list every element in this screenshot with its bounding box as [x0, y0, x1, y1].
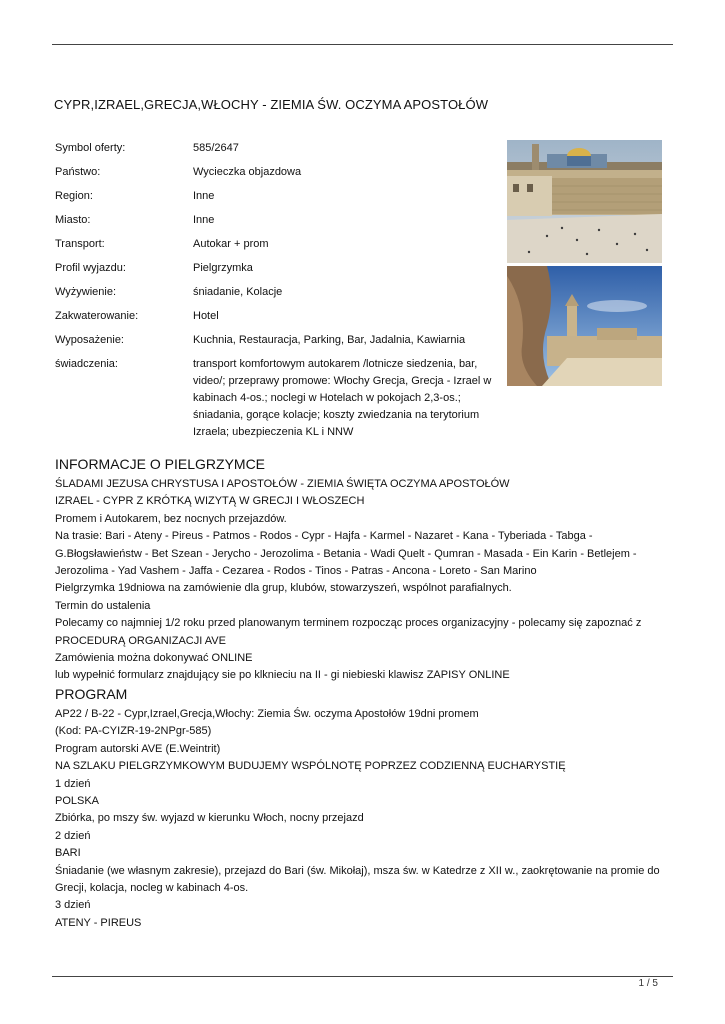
spec-row: [55, 140, 510, 157]
spec-row: [55, 212, 510, 229]
spec-row: [55, 308, 510, 325]
spec-row: [55, 236, 510, 253]
info-line: Promem i Autokarem, bez nocnych przejazdów.: [55, 512, 287, 525]
spec-label: Miasto:: [55, 214, 91, 226]
program-line: (Kod: PA-CYIZR-19-2NPgr-585): [55, 725, 212, 738]
spec-label: Symbol oferty:: [55, 142, 126, 154]
spec-label: Państwo:: [55, 166, 101, 178]
spec-label: Transport:: [55, 238, 105, 250]
spec-value: Inne: [193, 214, 215, 226]
spec-row: [55, 260, 510, 277]
spec-value: Inne: [193, 190, 215, 202]
page-number: 1 / 5: [638, 978, 658, 989]
spec-value: Kuchnia, Restauracja, Parking, Bar, Jadalnia, Kawiarnia: [193, 334, 466, 346]
spec-row: [55, 284, 510, 301]
program-line: Program autorski AVE (E.Weintrit): [55, 742, 221, 755]
info-line: lub wypełnić formularz znajdujący sie po klknieciu na II - gi niebieski klawisz ZAPISY ONLINE: [55, 669, 510, 682]
spec-value: śniadanie, Kolacje: [193, 286, 283, 298]
photo-jerusalem-western-wall: [507, 140, 662, 263]
program-line: 2 dzień: [55, 829, 91, 842]
spec-value: Hotel: [193, 310, 219, 322]
program-line: 3 dzień: [55, 899, 91, 912]
header-rule: [52, 44, 673, 45]
info-line: Jerozolima - Yad Vashem - Jaffa - Cezarea - Rodos - Tinos - Patras - Ancona - Loreto - San Marino: [55, 565, 537, 578]
spec-row: [55, 332, 510, 349]
program-line: Zbiórka, po mszy św. wyjazd w kierunku Włoch, nocny przejazd: [55, 812, 364, 825]
spec-label: świadczenia:: [55, 358, 118, 370]
photo-church-tower: [507, 266, 662, 386]
program-section: [55, 685, 675, 932]
program-line: AP22 / B-22 - Cypr,Izrael,Grecja,Włochy: Ziemia Św. oczyma Apostołów 19dni promem: [55, 708, 479, 720]
program-line: Grecji, kolacja, nocleg w kabinach 4-os.: [55, 882, 249, 895]
info-line: Polecamy co najmniej 1/2 roku przed planowanym terminem rozpocząc proces organizacyjny - polecamy się zapoznać z: [55, 617, 642, 630]
program-line: 1 dzień: [55, 777, 91, 790]
spec-row: [55, 164, 510, 181]
pilgrimage-info-section: [55, 455, 675, 685]
spec-label: Wyżywienie:: [55, 286, 117, 298]
program-line: POLSKA: [55, 795, 100, 808]
program-line: NA SZLAKU PIELGRZYMKOWYM BUDUJEMY WSPÓLNOTĘ POPRZEZ CODZIENNĄ EUCHARYSTIĘ: [55, 760, 566, 773]
info-line: Na trasie: Bari - Ateny - Pireus - Patmos - Rodos - Cypr - Hajfa - Karmel - Nazaret - Kana - Tyberiada - Tabga -: [55, 530, 593, 543]
spec-value: transport komfortowym autokarem /lotnicze siedzenia, bar, video/; przeprawy promowe: Włochy Grecja, Grecja - Izrael w kabinach 4-os.; noclegi w Hotelach w pokojach 2,3-os.; śniadania, gorące kolacje; koszty zwiedzania na terytorium Izraela; ubezpieczenia KL i NNW: [193, 358, 492, 438]
program-heading: PROGRAM: [55, 686, 128, 702]
spec-row: [55, 356, 510, 441]
spec-value: 585/2647: [193, 142, 239, 154]
spec-label: Zakwaterowanie:: [55, 310, 139, 322]
spec-value: Pielgrzymka: [193, 262, 253, 274]
info-line: PROCEDURĄ ORGANIZACJI AVE: [55, 634, 226, 647]
spec-value: Wycieczka objazdowa: [193, 166, 302, 178]
info-line: Zamówienia można dokonywać ONLINE: [55, 652, 253, 665]
info-heading: INFORMACJE O PIELGRZYMCE: [55, 456, 266, 472]
spec-label: Wyposażenie:: [55, 334, 124, 346]
info-line: Termin do ustalenia: [55, 599, 151, 612]
spec-label: Region:: [55, 190, 93, 202]
info-line: ŚLADAMI JEZUSA CHRYSTUSA I APOSTOŁÓW - ZIEMIA ŚWIĘTA OCZYMA APOSTOŁÓW: [55, 478, 510, 490]
offer-details-table: [55, 140, 510, 448]
program-line: BARI: [55, 847, 81, 860]
info-line: IZRAEL - CYPR Z KRÓTKĄ WIZYTĄ W GRECJI I WŁOSZECH: [55, 495, 365, 508]
program-line: ATENY - PIREUS: [55, 916, 142, 929]
program-line: Śniadanie (we własnym zakresie), przejazd do Bari (św. Mikołaj), msza św. w Katedrze z XII w., zaokrętowanie na promie do: [55, 864, 660, 877]
info-line: G.Błogsławieństw - Bet Szean - Jerycho - Jerozolima - Betania - Wadi Quelt - Qumran - Masada - Ein Karin - Betlejem -: [55, 547, 637, 560]
program-body: [55, 706, 675, 932]
info-line: Pielgrzymka 19dniowa na zamówienie dla grup, klubów, stowarzyszeń, wspólnot parafialnych.: [55, 582, 512, 595]
page-title: CYPR,IZRAEL,GRECJA,WŁOCHY - ZIEMIA ŚW. OCZYMA APOSTOŁÓW: [54, 97, 489, 112]
spec-label: Profil wyjazdu:: [55, 262, 126, 274]
footer-rule: [52, 976, 673, 977]
info-body: [55, 476, 675, 685]
spec-value: Autokar + prom: [193, 238, 269, 250]
spec-row: [55, 188, 510, 205]
